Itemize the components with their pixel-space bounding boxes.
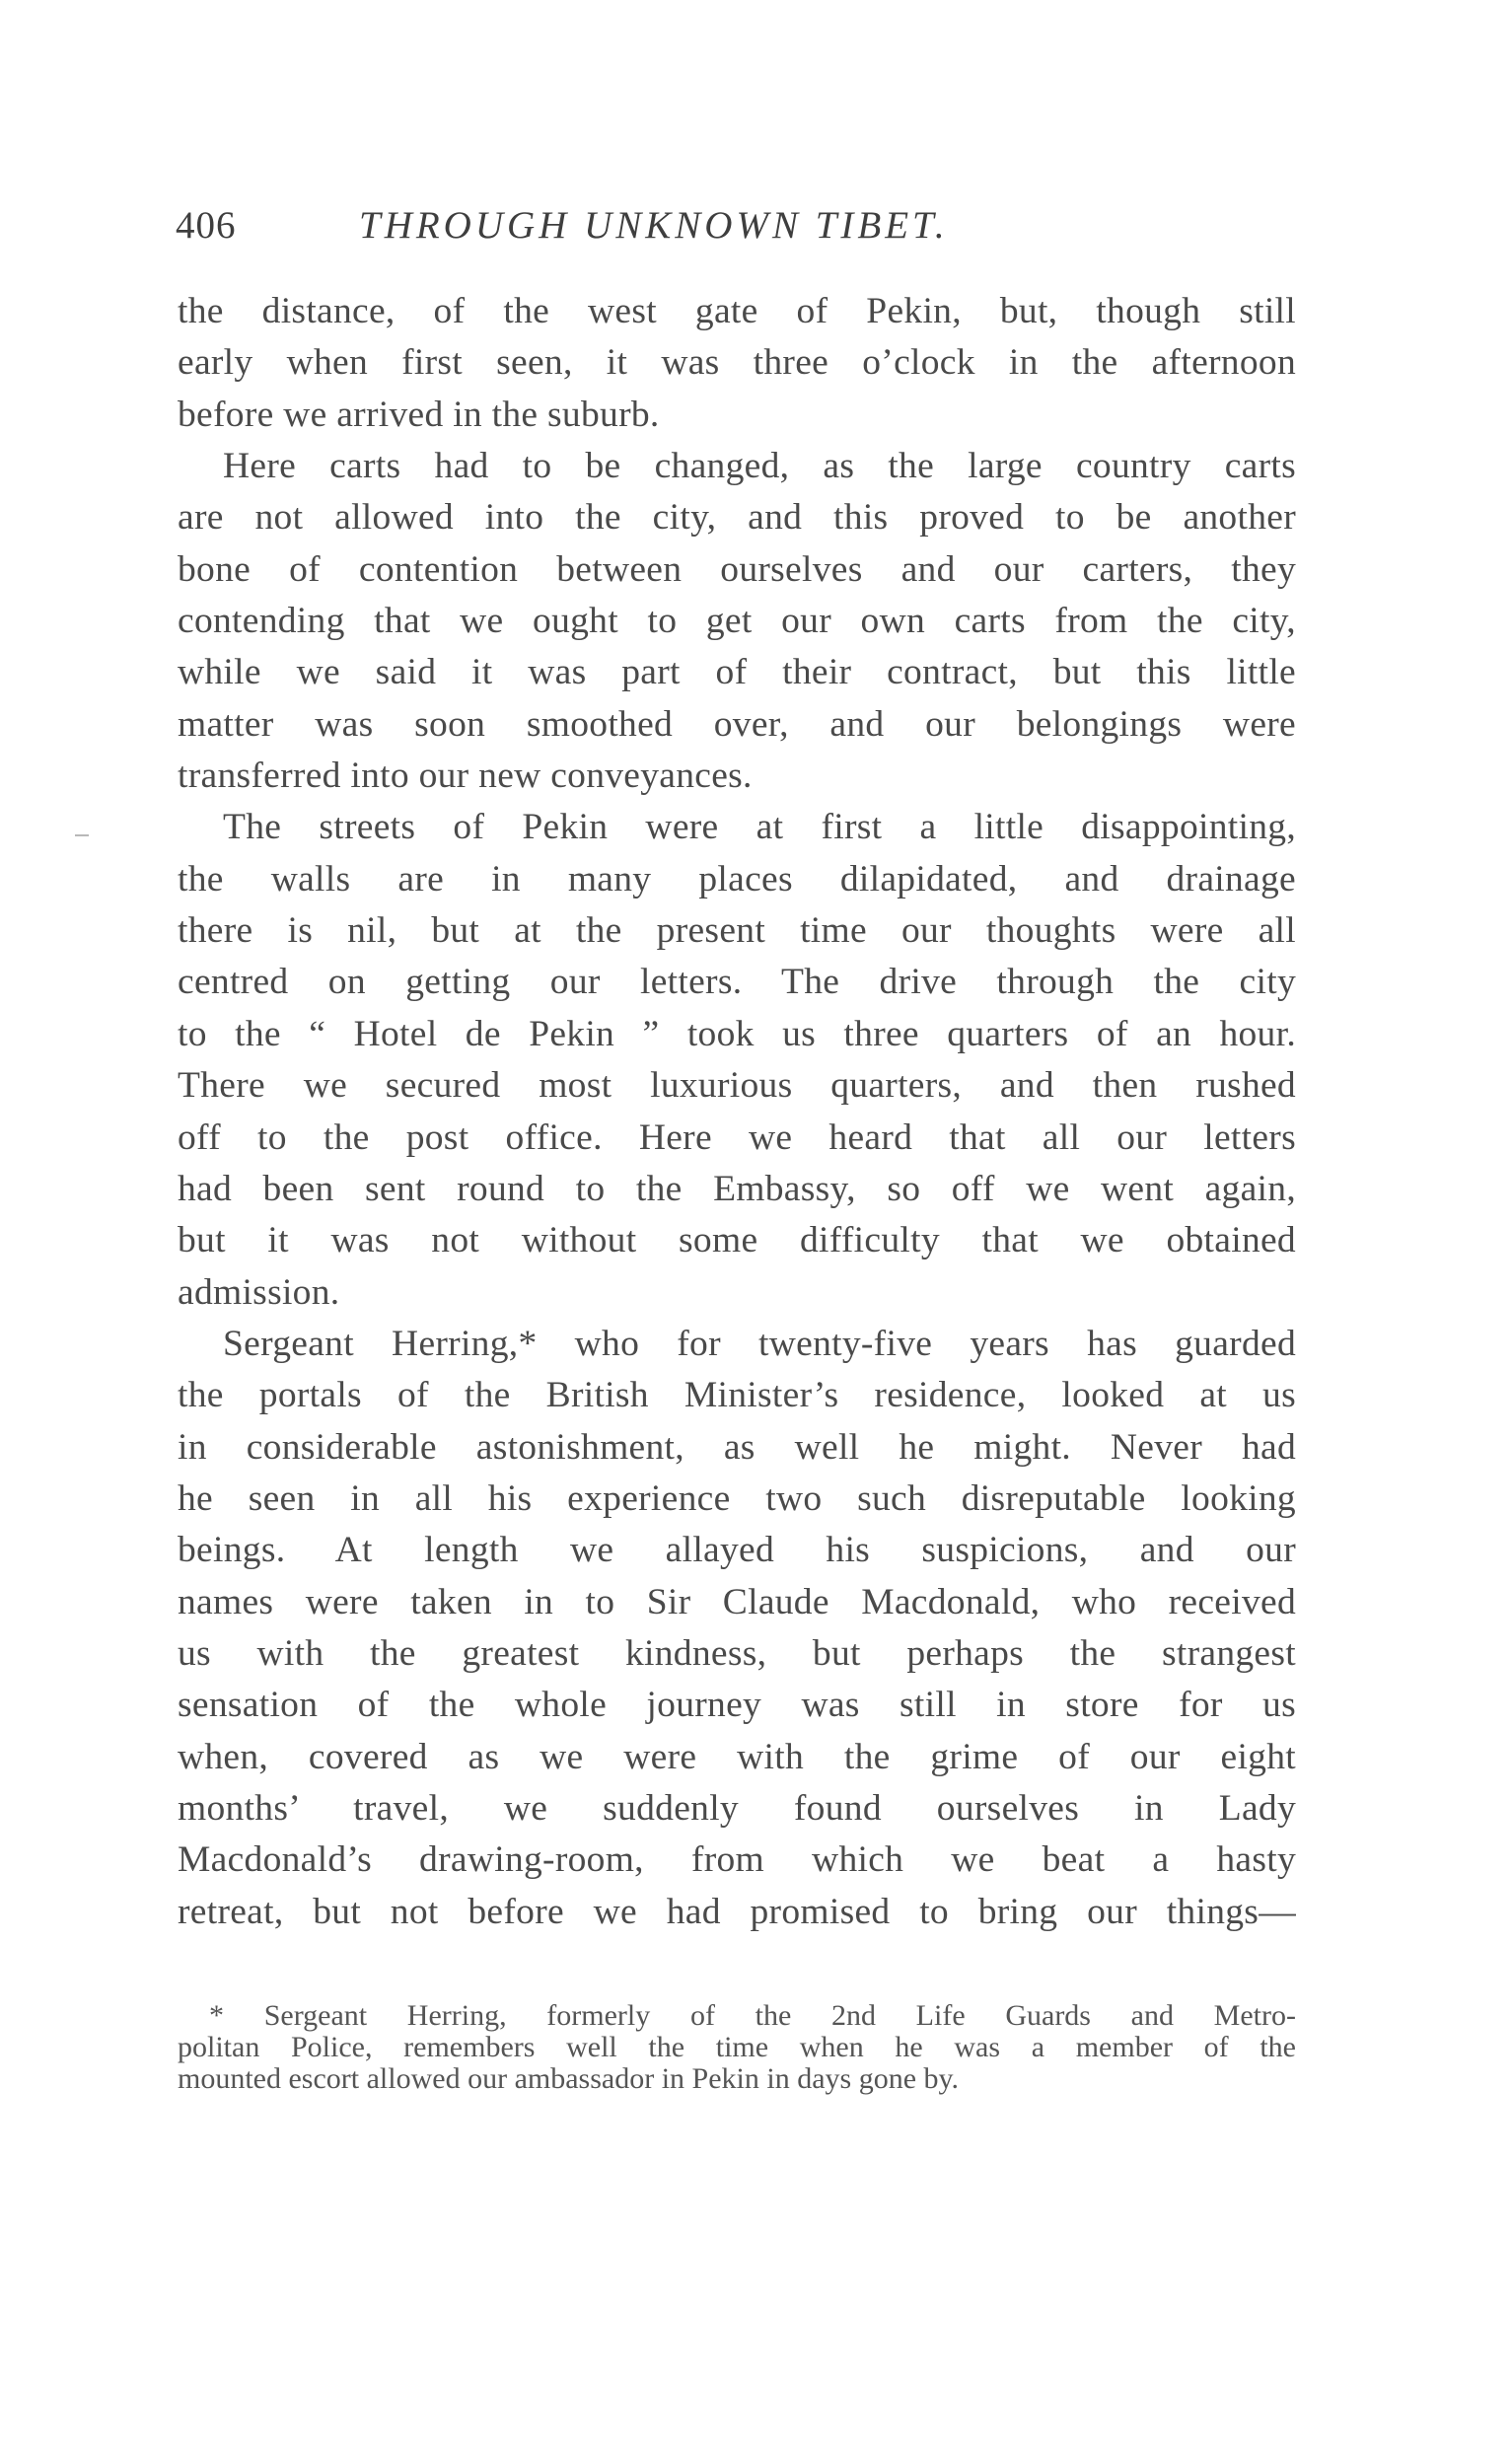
text-line: transferred into our new conveyances. — [178, 756, 753, 797]
text-line: retreat, but not before we had promised to bring our things— — [178, 1891, 1296, 1932]
body-text — [178, 286, 1296, 1938]
text-line: early when first seen, it was three o’clock in the afternoon — [178, 342, 1296, 384]
text-line: there is nil, but at the present time our thoughts were all — [178, 910, 1296, 952]
text-line: sensation of the whole journey was still in store for us — [178, 1685, 1296, 1726]
margin-mark — [75, 834, 89, 836]
text-line: while we said it was part of their contract, but this little — [178, 652, 1296, 693]
text-line: beings. At length we allayed his suspicions, and our — [178, 1530, 1296, 1571]
text-line: he seen in all his experience two such disreputable looking — [178, 1477, 1296, 1519]
page-number: 406 — [176, 204, 237, 247]
text-line: the distance, of the west gate of Pekin, but, though still — [178, 291, 1296, 331]
text-line: admission. — [178, 1271, 340, 1313]
running-head — [176, 203, 1320, 262]
text-line: off to the post office. Here we heard that all our letters — [178, 1116, 1296, 1158]
text-line: the portals of the British Minister’s residence, looked at us — [178, 1375, 1296, 1416]
text-line: contending that we ought to get our own carts from the city, — [178, 601, 1296, 642]
text-line: are not allowed into the city, and this proved to be another — [178, 497, 1296, 539]
text-line: to the “ Hotel de Pekin ” took us three quarters of an hour. — [178, 1013, 1296, 1054]
text-line: had been sent round to the Embassy, so off we went again, — [178, 1168, 1296, 1209]
text-line: Here carts had to be changed, as the large country carts — [223, 446, 1296, 487]
text-line: in considerable astonishment, as well he might. Never had — [178, 1426, 1296, 1468]
text-line: Macdonald’s drawing-room, from which we beat a hasty — [178, 1839, 1296, 1881]
text-line: bone of contention between ourselves and our carters, they — [178, 548, 1296, 590]
footnote-line: mounted escort allowed our ambassador in Pekin in days gone by. — [178, 2063, 960, 2095]
text-line: the walls are in many places dilapidated, and drainage — [178, 858, 1296, 900]
text-line: when, covered as we were with the grime of our eight — [178, 1736, 1296, 1777]
footnote — [178, 2000, 1296, 2095]
text-line: matter was soon smoothed over, and our belongings were — [178, 703, 1296, 745]
text-line: before we arrived in the suburb. — [178, 394, 660, 435]
text-line: centred on getting our letters. The drive through the city — [178, 962, 1296, 1003]
text-line: The streets of Pekin were at first a little disappointing, — [223, 807, 1296, 848]
text-line: There we secured most luxurious quarters, and then rushed — [178, 1065, 1296, 1107]
text-line: Sergeant Herring,* who for twenty-five years has guarded — [223, 1323, 1296, 1364]
footnote-line: * Sergeant Herring, formerly of the 2nd Life Guards and Metro- — [209, 2000, 1296, 2032]
text-line: but it was not without some difficulty that we obtained — [178, 1220, 1296, 1261]
text-line: us with the greatest kindness, but perhaps the strangest — [178, 1632, 1296, 1674]
text-line: months’ travel, we suddenly found ourselves in Lady — [178, 1787, 1296, 1829]
running-title: THROUGH UNKNOWN TIBET. — [359, 204, 949, 247]
text-line: names were taken in to Sir Claude Macdonald, who received — [178, 1581, 1296, 1622]
footnote-line: politan Police, remembers well the time when he was a member of the — [178, 2032, 1296, 2063]
